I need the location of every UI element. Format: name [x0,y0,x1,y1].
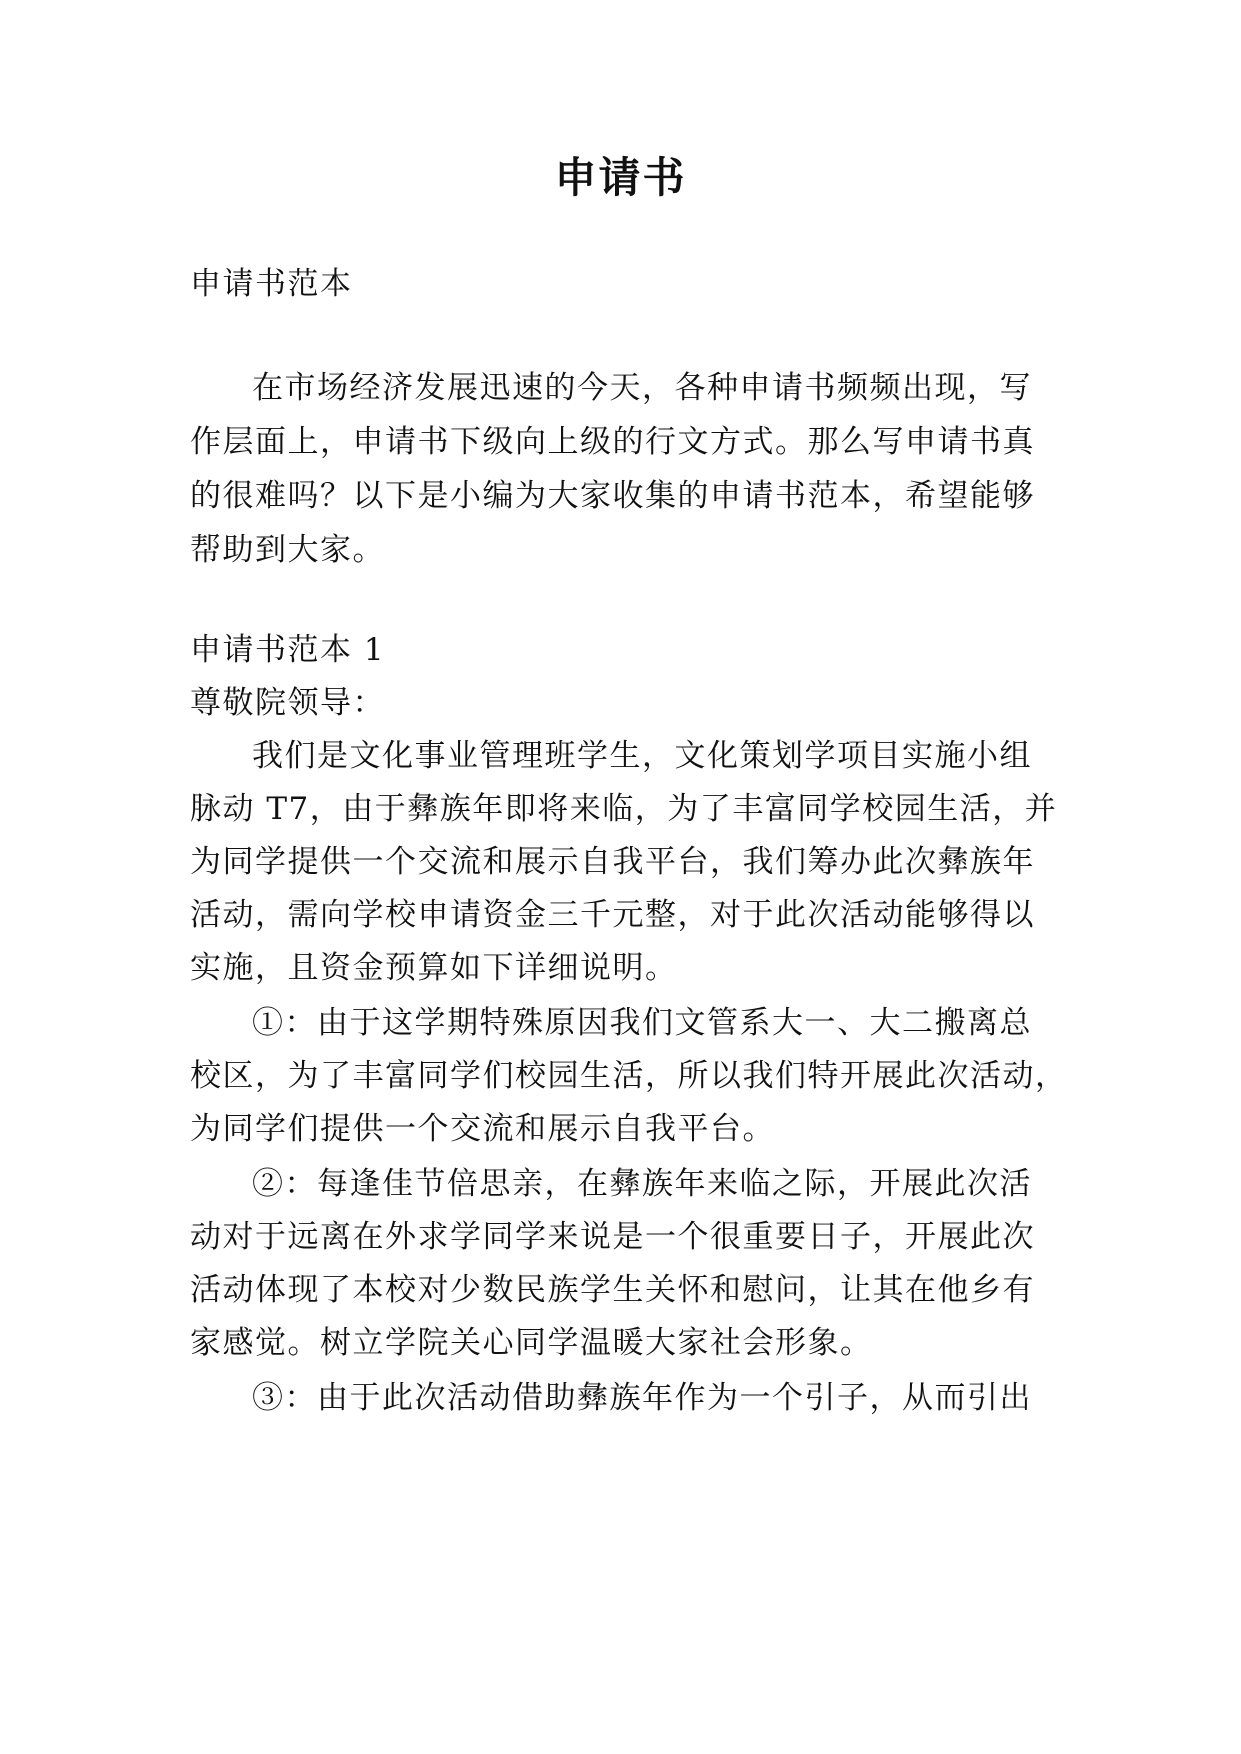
point-2-line-1: ②：每逢佳节倍思亲，在彝族年来临之际，开展此次活 [252,1166,1032,1202]
point-3-line-1: ③：由于此次活动借助彝族年作为一个引子，从而引出 [252,1380,1032,1416]
intro-line-1: 在市场经济发展迅速的今天，各种申请书频频出现，写 [252,370,1032,406]
document-title: 申请书 [554,153,687,202]
body-para-1-line-4: 活动，需向学校申请资金三千元整，对于此次活动能够得以 [190,897,1035,933]
point-2-line-4: 家感觉。树立学院关心同学温暖大家社会形象。 [190,1325,873,1361]
point-1-line-1: ①：由于这学期特殊原因我们文管系大一、大二搬离总 [252,1005,1032,1041]
point-2-line-2: 动对于远离在外求学同学来说是一个很重要日子，开展此次 [190,1219,1035,1255]
body-para-1-line-3: 为同学提供一个交流和展示自我平台，我们筹办此次彝族年 [190,844,1035,880]
point-1-line-2: 校区，为了丰富同学们校园生活，所以我们特开展此次活动， [190,1058,1068,1094]
salutation: 尊敬院领导： [190,685,385,721]
intro-line-4: 帮助到大家。 [190,532,385,568]
point-1-line-3: 为同学们提供一个交流和展示自我平台。 [190,1111,775,1147]
point-2-line-3: 活动体现了本校对少数民族学生关怀和慰问，让其在他乡有 [190,1272,1035,1308]
body-para-1-line-1: 我们是文化事业管理班学生，文化策划学项目实施小组 [252,738,1032,774]
intro-line-3: 的很难吗？以下是小编为大家收集的申请书范本，希望能够 [190,478,1035,514]
sample-1-heading: 申请书范本 1 [190,632,386,668]
intro-line-2: 作层面上，申请书下级向上级的行文方式。那么写申请书真 [190,424,1035,460]
body-para-1-line-5: 实施，且资金预算如下详细说明。 [190,950,678,986]
section-heading-sample: 申请书范本 [190,266,353,302]
body-para-1-line-2: 脉动 T7，由于彝族年即将来临，为了丰富同学校园生活，并 [190,791,1058,827]
